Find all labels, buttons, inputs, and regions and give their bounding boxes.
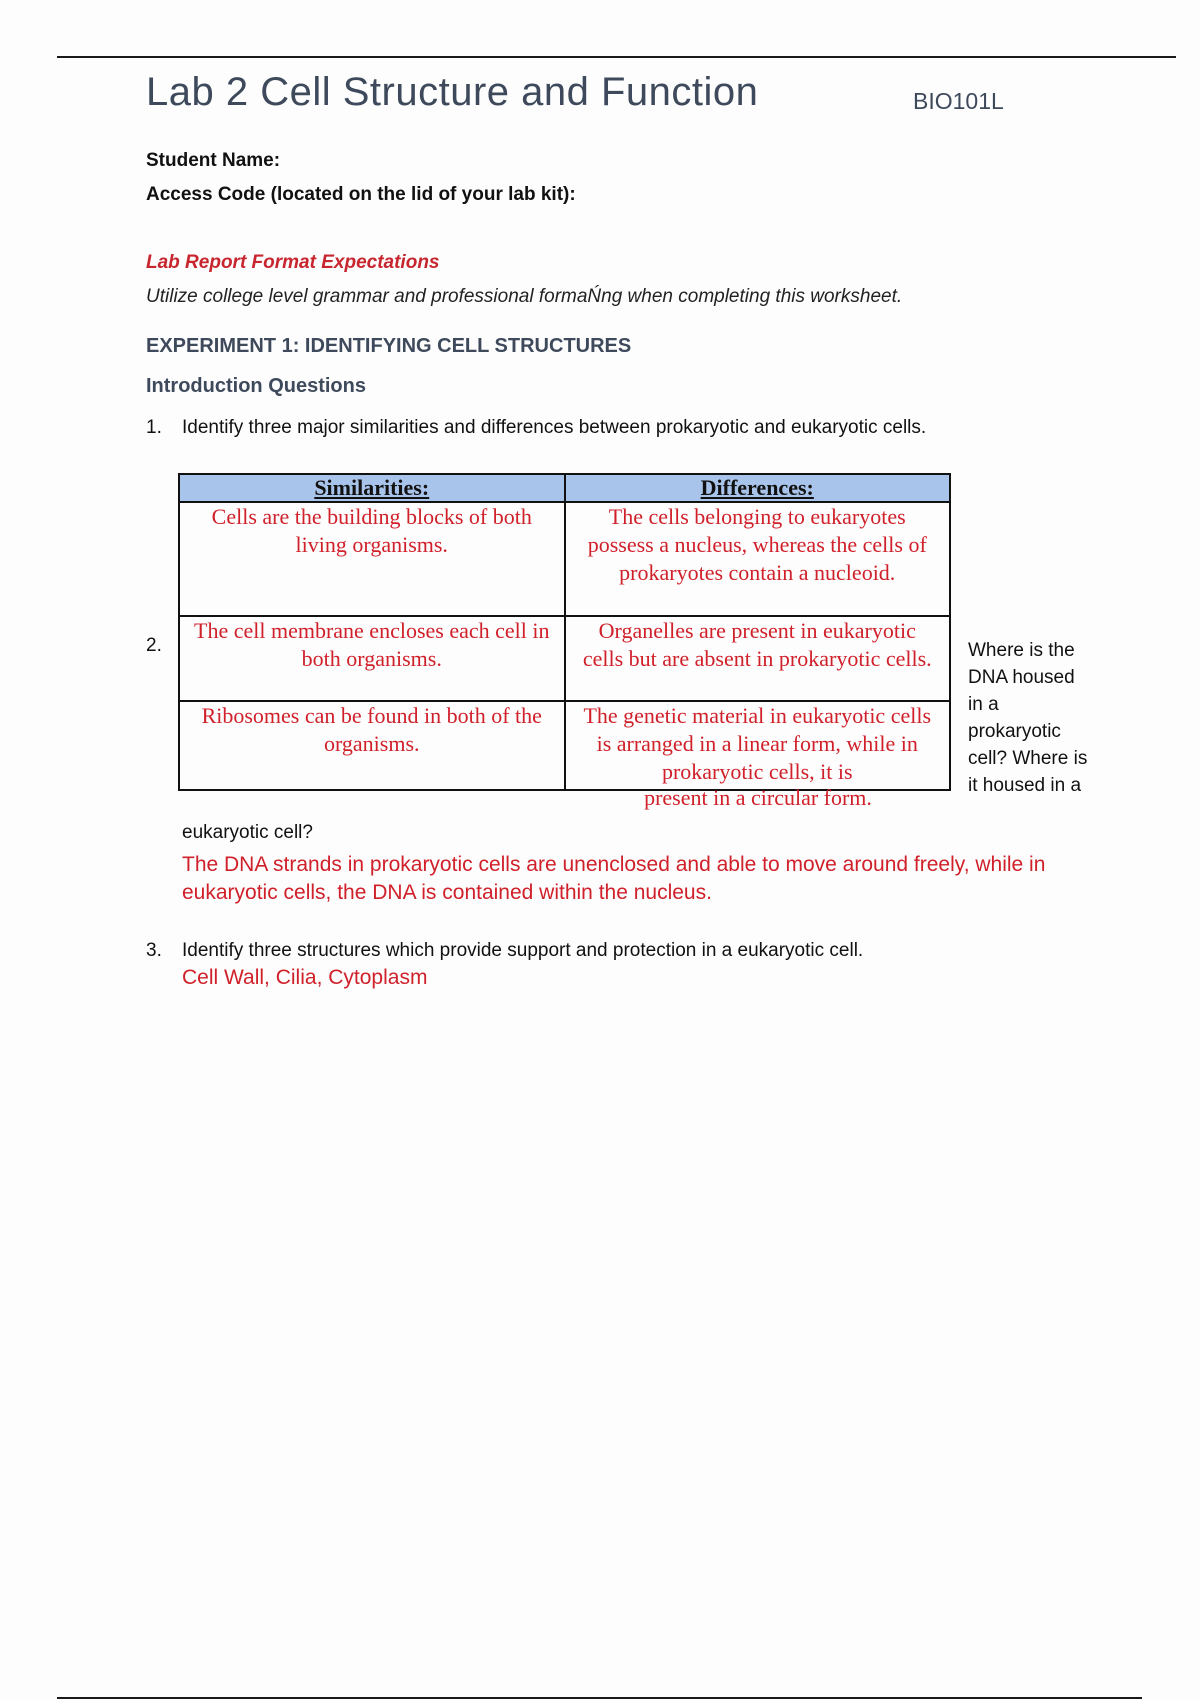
differences-header: Differences: [565,474,951,502]
similarity-cell: Ribosomes can be found in both of the organisms. [179,701,565,790]
question-3-answer: Cell Wall, Cilia, Cytoplasm [182,966,428,989]
question-2-text-continued: eukaryotic cell? [182,822,313,843]
table-header-row [179,474,950,502]
difference-cell: The cells belonging to eukaryotes possess a nucleus, whereas the cells of prokaryotes contain a nucleoid. [565,502,951,616]
question-3-number: 3. [146,940,162,961]
table-row [179,502,950,616]
access-code-label: Access Code (located on the lid of your lab kit): [146,184,576,205]
table-row [179,616,950,701]
question-1-text: Identify three major similarities and differences between prokaryotic and eukaryotic cells. [182,417,927,438]
table-row [179,701,950,790]
question-2-number: 2. [146,635,162,656]
question-2-answer: The DNA strands in prokaryotic cells are unenclosed and able to move around freely, while in eukaryotic cells, the DNA is contained within the nucleus. [182,853,1046,904]
difference-cell: Organelles are present in eukaryotic cells but are absent in prokaryotic cells. [565,616,951,701]
top-rule [57,56,1176,58]
course-code: BIO101L [913,88,1004,114]
similarity-cell: Cells are the building blocks of both living organisms. [179,502,565,616]
page-title: Lab 2 Cell Structure and Function [146,70,759,114]
question-1-number: 1. [146,417,162,438]
bottom-rule [57,1697,1142,1699]
format-heading: Lab Report Format Expectations [146,252,440,273]
experiment-title: EXPERIMENT 1: IDENTIFYING CELL STRUCTURES [146,335,632,357]
format-text: Utilize college level grammar and professional formaŃng when completing this worksheet. [146,286,903,307]
table-overflow-text: present in a circular form. [644,785,872,810]
difference-cell: The genetic material in eukaryotic cells is arranged in a linear form, while in prokaryotic cells, it is [565,701,951,790]
similarity-cell: The cell membrane encloses each cell in both organisms. [179,616,565,701]
question-3-text: Identify three structures which provide support and protection in a eukaryotic cell. [182,940,864,961]
similarities-header: Similarities: [179,474,565,502]
comparison-table [178,473,951,791]
question-2-text: Where is the DNA housed in a prokaryotic cell? Where is it housed in a [968,640,1088,796]
student-name-label: Student Name: [146,150,281,171]
section-heading: Introduction Questions [146,375,366,397]
